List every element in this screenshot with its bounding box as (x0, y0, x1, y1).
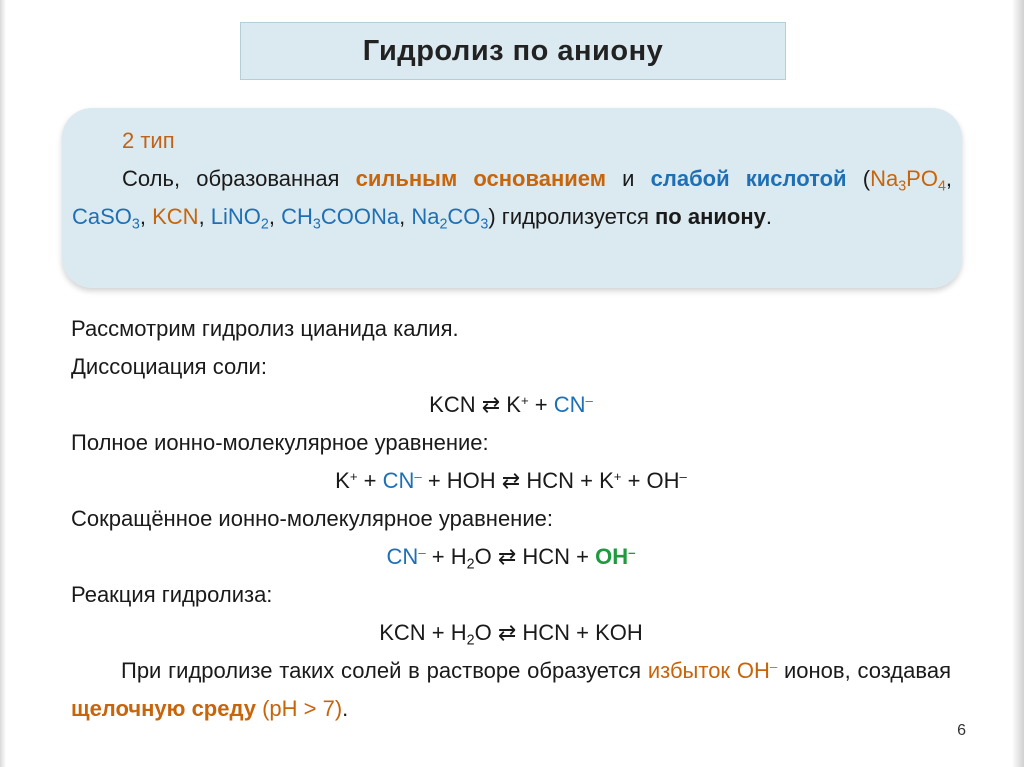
salt-kcn: KCN (152, 204, 199, 229)
conclusion-paragraph: При гидролизе таких солей в растворе образуется избыток OH– ионов, создавая щелочную среду (pH > 7). (71, 658, 951, 721)
page-title: Гидролиз по аниону (362, 34, 664, 67)
equation-molecular: KCN + $H_2O$ ⇄ HCN + KOH (379, 620, 643, 649)
excess-oh-highlight: избыток OH (647, 658, 770, 683)
alkaline-medium-highlight: щелочную среду (71, 696, 256, 721)
salt-caso3: CaSO$_3$ (72, 204, 140, 233)
page-number: 6 (957, 722, 966, 739)
reaction-label: Реакция гидролиза: (71, 582, 273, 607)
dissociation-label: Диссоциация соли: (71, 354, 267, 379)
main-content (71, 310, 951, 728)
salt-ch3coona: $CH_3COONa$ (281, 204, 400, 233)
definition-text-2: гидролизуется (495, 204, 656, 229)
title-box (240, 22, 786, 80)
short-ionic-label: Сокращённое ионно-молекулярное уравнение: (71, 506, 553, 531)
strong-base-highlight: сильным основанием (355, 166, 607, 191)
equation-full-ionic: K+ + CN– + HOH ⇄ HCN + K+ + OH– (335, 468, 687, 493)
ph-value: (pH > 7) (262, 696, 343, 721)
paren-close: ) (488, 204, 496, 229)
by-anion-bold: по аниону (655, 204, 766, 229)
slide-left-edge-shadow (0, 0, 6, 767)
definition-text (72, 122, 952, 236)
definition-and: и (606, 166, 651, 191)
type-label: 2 тип (122, 128, 175, 153)
definition-paragraph: Соль, образованная сильным основанием и слабой кислотой ($Na_3PO_4$, CaSO$_3$, KCN, LiNO$_2$, $CH_3COONa$, $Na_2CO_3$) гидролизуется по аниону. (72, 166, 953, 233)
paren-open: ( (862, 166, 871, 191)
salt-lino2: LiNO$_2$ (210, 204, 269, 233)
full-ionic-label: Полное ионно-молекулярное уравнение: (71, 430, 489, 455)
salt-na3po4: $Na_3PO_4$ (870, 166, 946, 195)
definition-text-1: Соль, образованная (122, 166, 356, 191)
consider-text: Рассмотрим гидролиз цианида калия. (71, 316, 459, 341)
equation-short-ionic: $CN^- + H_2O$ ⇄ HCN + OH– (386, 544, 636, 573)
equation-dissociation: KCN ⇄ K+ + CN– (429, 392, 593, 417)
weak-acid-highlight: слабой кислотой (650, 166, 847, 191)
definition-box (62, 108, 962, 288)
salt-na2co3: $Na_2CO_3$ (411, 204, 489, 233)
slide-right-edge-shadow (1012, 0, 1024, 767)
